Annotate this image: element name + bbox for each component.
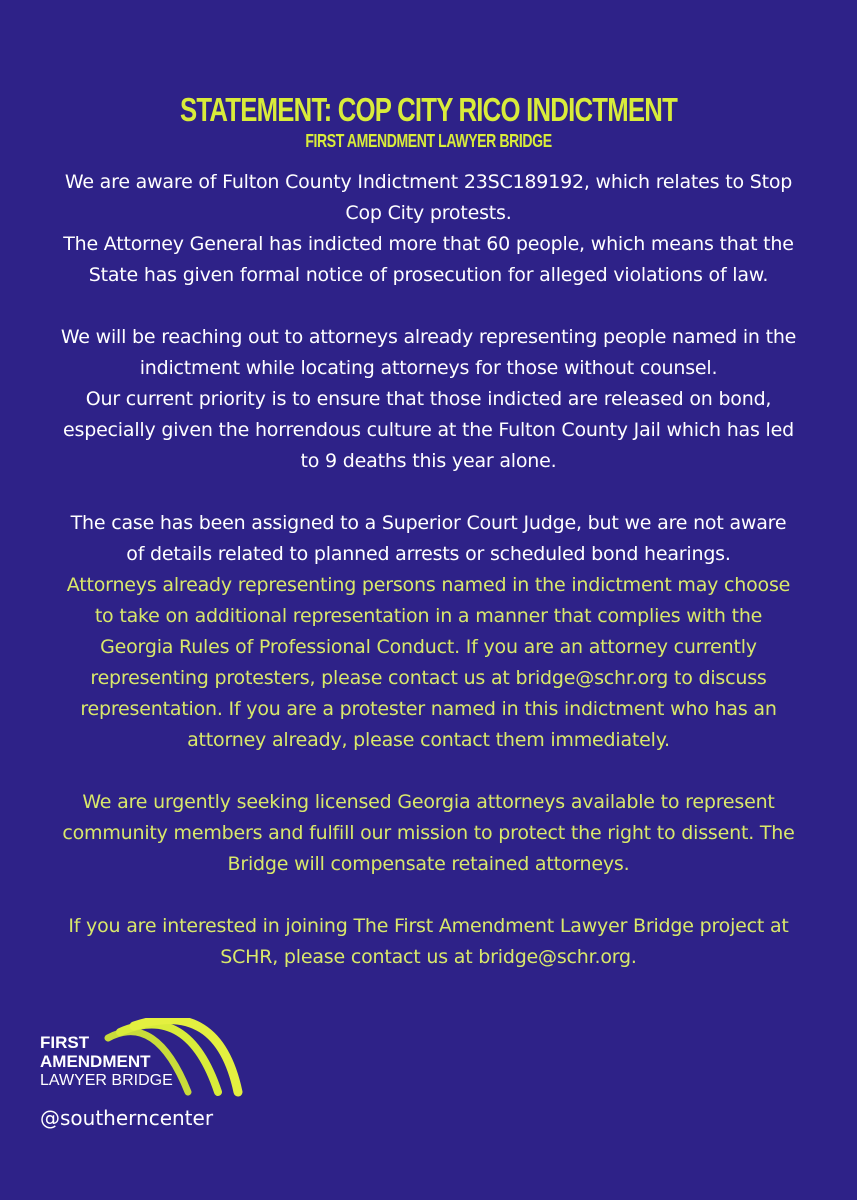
paragraph-attorney-general: The Attorney General has indicted more that 60 people, which means that the State has given formal notice of prosecution for alleged violations of law. <box>63 233 794 286</box>
paragraph-indictment-notice: We are aware of Fulton County Indictment 23SC189192, which relates to Stop Cop City protests. <box>64 171 793 224</box>
statement-body <box>60 167 797 973</box>
paragraph-outreach: We will be reaching out to attorneys already representing people named in the indictment while locating attorneys for those without counsel. <box>60 326 797 379</box>
logo-wordmark <box>40 1033 173 1090</box>
page-title: STATEMENT: COP CITY RICO INDICTMENT <box>179 91 678 128</box>
paragraph-priority: Our current priority is to ensure that those indicted are released on bond, especially given the horrendous culture at the Fulton County Jail which has led to 9 deaths this year alone. <box>63 388 794 472</box>
logo-line-lawyer-bridge: LAWYER BRIDGE <box>40 1072 173 1089</box>
page-subtitle: FIRST AMENDMENT LAWYER BRIDGE <box>305 131 552 151</box>
paragraph-attorneys-contact: Attorneys already representing persons named in the indictment may choose to take on additional representation in a manner that complies with the Georgia Rules of Professional Conduct. If you are an attorney currently representing protesters, please contact us at bridge@schr.org to discuss representation. If you are a protester named in this indictment who has an attorney already, please contact them immediately. <box>66 574 791 751</box>
logo-line-first: FIRST <box>40 1033 90 1052</box>
paragraph-join-project: If you are interested in joining The First Amendment Lawyer Bridge project at SCHR, please contact us at bridge@schr.org. <box>68 915 789 968</box>
social-handle: @southerncenter <box>40 1106 214 1130</box>
logo-line-amendment: AMENDMENT <box>40 1052 151 1071</box>
paragraph-seeking-attorneys: We are urgently seeking licensed Georgia attorneys available to represent community members and fulfill our mission to protect the right to dissent. The Bridge will compensate retained attorneys. <box>62 791 795 875</box>
paragraph-case-assignment: The case has been assigned to a Superior Court Judge, but we are not aware of details related to planned arrests or scheduled bond hearings. <box>70 512 787 565</box>
